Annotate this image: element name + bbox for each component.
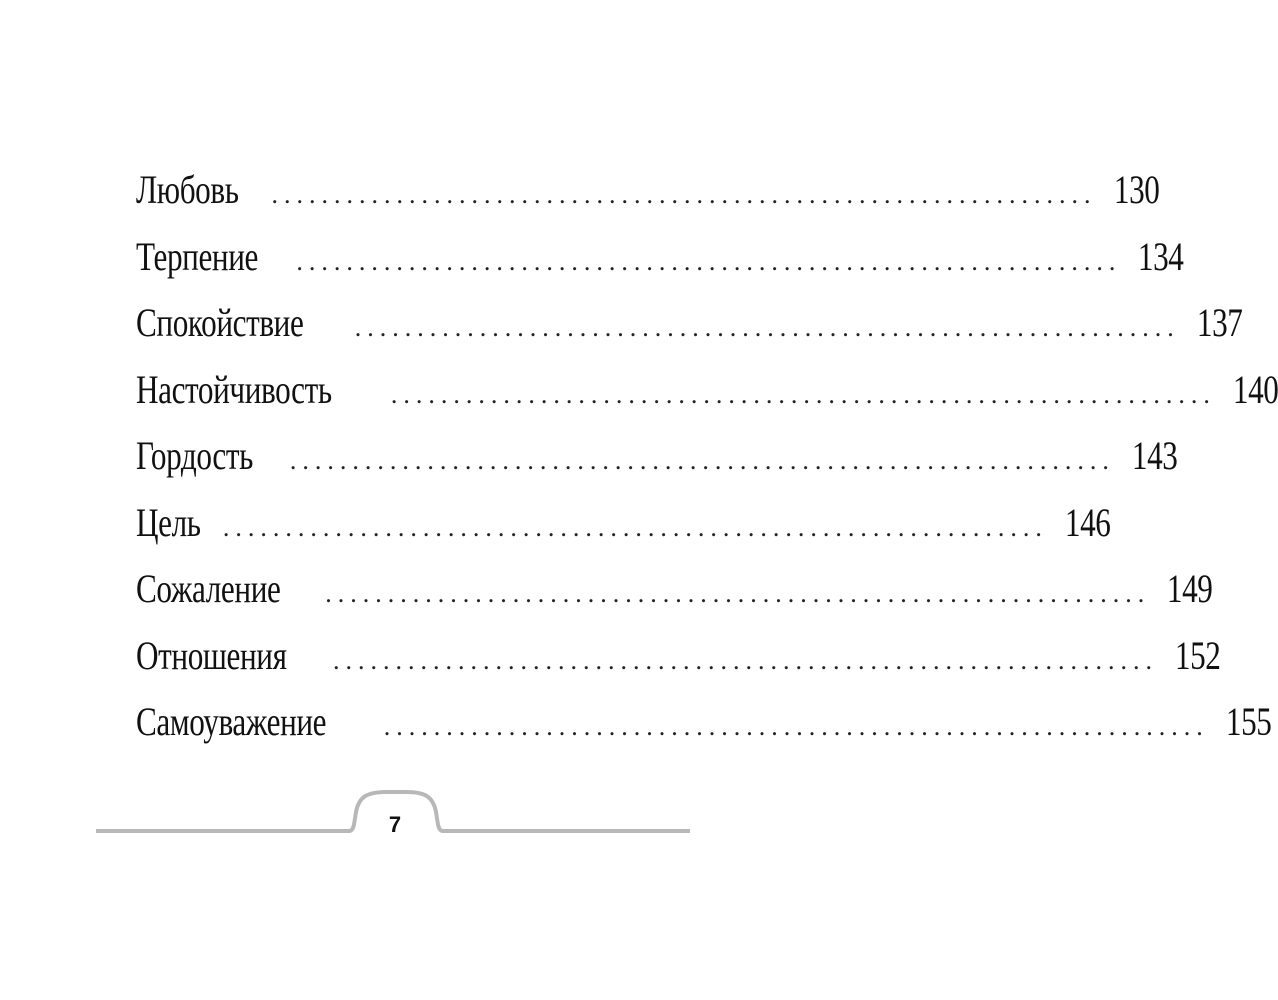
toc-entry[interactable]	[136, 366, 1278, 437]
toc-entry-page: 134	[1138, 233, 1184, 279]
toc-entry[interactable]	[136, 167, 1159, 237]
toc-entry-title: Настойчивость	[136, 366, 332, 412]
toc-entry-title: Цель	[136, 499, 201, 545]
toc-entry-title: Спокойствие	[136, 300, 304, 345]
table-of-contents	[136, 167, 1278, 769]
dot-leader: ..................................................................	[289, 446, 1115, 475]
toc-entry-title: Отношения	[136, 632, 287, 678]
toc-entry-page: 130	[1113, 167, 1159, 212]
dot-leader: ..................................................................	[354, 313, 1180, 342]
dot-leader: ..................................................................	[325, 579, 1151, 608]
page-footer	[96, 786, 690, 846]
toc-entry[interactable]	[136, 233, 1184, 304]
toc-entry-title: Сожаление	[136, 566, 281, 611]
toc-entry-page: 140	[1232, 366, 1278, 412]
dot-leader: ..................................................................	[383, 712, 1209, 741]
toc-entry-page: 146	[1064, 499, 1111, 545]
dot-leader: ..................................................................	[333, 645, 1159, 675]
dot-leader: ..................................................................	[296, 246, 1122, 276]
toc-entry-title: Самоуважение	[136, 699, 327, 744]
dot-leader: ..................................................................	[222, 512, 1048, 542]
toc-entry-title: Гордость	[136, 433, 253, 478]
toc-entry[interactable]	[136, 433, 1178, 503]
toc-entry[interactable]	[136, 566, 1213, 636]
toc-entry-title: Терпение	[136, 233, 258, 279]
page-number: 7	[388, 812, 402, 837]
toc-entry-page: 143	[1131, 433, 1178, 478]
dot-leader: ..................................................................	[271, 180, 1097, 209]
toc-entry[interactable]	[136, 300, 1243, 370]
toc-entry[interactable]	[136, 632, 1221, 703]
toc-entry-title: Любовь	[136, 167, 239, 212]
toc-entry-page: 149	[1167, 566, 1213, 611]
toc-entry-page: 137	[1196, 300, 1243, 345]
toc-entry-page: 152	[1174, 632, 1221, 678]
toc-entry[interactable]	[136, 699, 1272, 769]
toc-entry[interactable]	[136, 499, 1111, 570]
toc-entry-page: 155	[1225, 699, 1272, 744]
dot-leader: ..................................................................	[390, 379, 1216, 409]
